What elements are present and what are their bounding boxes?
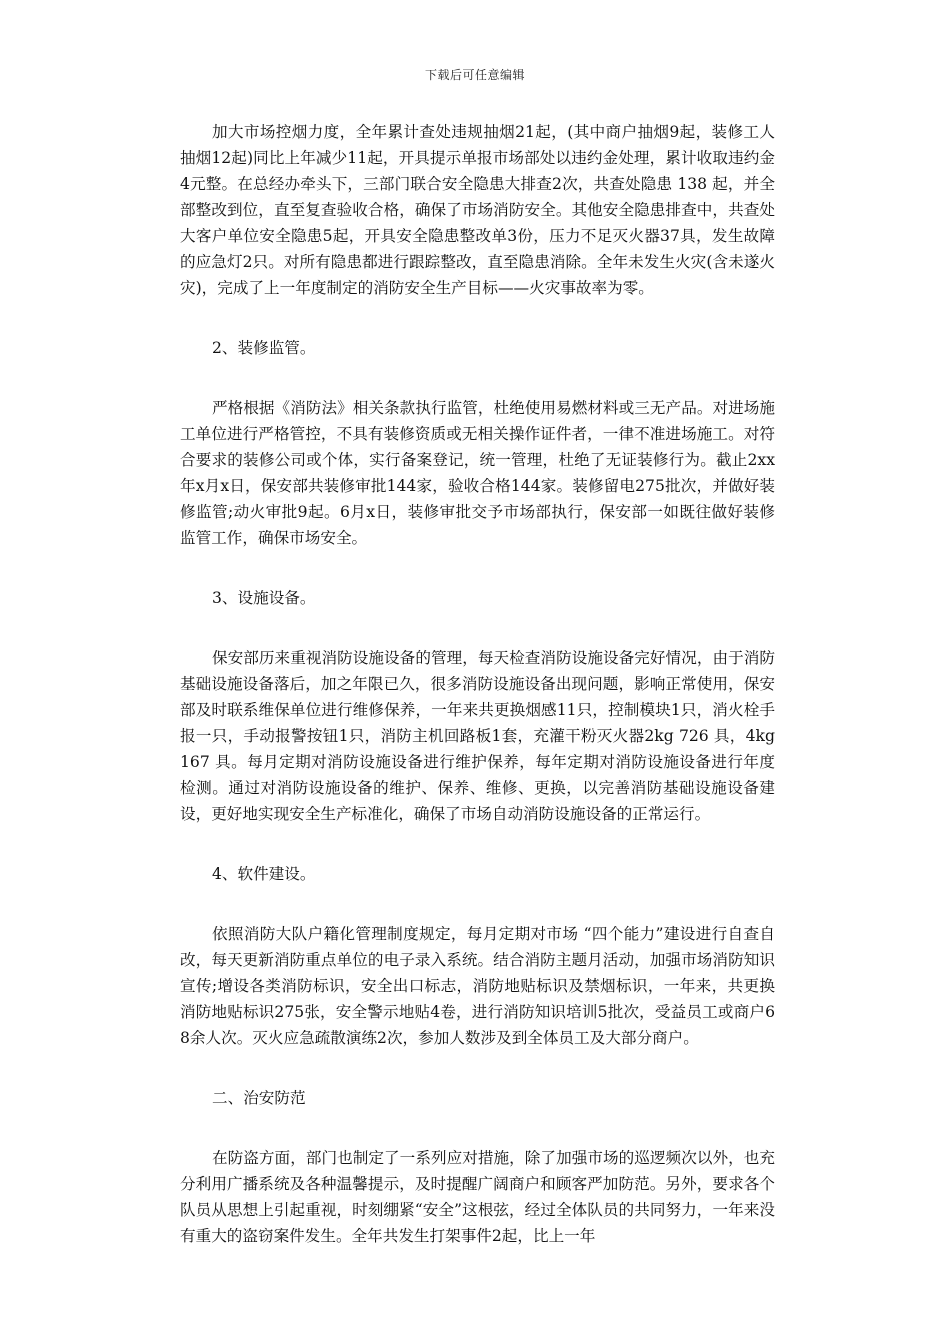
paragraph-software-construction: 依照消防大队户籍化管理制度规定，每月定期对市场 “四个能力”建设进行自查自改，每天更新消防重点单位的电子录入系统。结合消防主题月活动，加强市场消防知识宣传;增设各类消防标识，安全出口标志，消防地贴标识及禁烟标识，一年来，共更换消防地贴标识275张，安全警示地贴4卷，进行消防知识培训5批次，受益员工或商户68余人次。灭火应急疏散演练2次，参加人数涉及到全体员工及大部分商户。 xyxy=(180,925,775,1047)
paragraph-smoking-control: 加大市场控烟力度，全年累计查处违规抽烟21起，(其中商户抽烟9起，装修工人抽烟12起)同比上年减少11起，开具提示单报市场部处以违约金处理，累计收取违约金4元整。在总经办牵头下，三部门联合安全隐患大排查2次，共查处隐患 138 起，并全部整改到位，直至复查验收合格，确保了市场消防安全。其他安全隐患排查中，共查处大客户单位安全隐患5起，开具安全隐患整改单3份，压力不足灭火器37具，发生故障的应急灯2只。对所有隐患都进行跟踪整改，直至隐患消除。全年未发生火灾(含未遂火灾)，完成了上一年度制定的消防安全生产目标——火灾事故率为零。 xyxy=(180,123,775,297)
heading-software-construction: 4、软件建设。 xyxy=(212,865,316,883)
paragraph-facilities-equipment: 保安部历来重视消防设施设备的管理，每天检查消防设施设备完好情况，由于消防基础设施设备落后，加之年限已久，很多消防设施设备出现问题，影响正常使用，保安部及时联系维保单位进行维修保养，一年来共更换烟感11只，控制模块1只，消火栓手报一只，手动报警按钮1只，消防主机回路板1套，充灌干粉灭火器2kg 726 具，4kg 167 具。每月定期对消防设施设备进行维护保养，每年定期对消防设施设备进行年度检测。通过对消防设施设备的维护、保养、维修、更换，以完善消防基础设施设备建设，更好地实现安全生产标准化，确保了市场自动消防设施设备的正常运行。 xyxy=(180,649,775,823)
heading-facilities-equipment: 3、设施设备。 xyxy=(212,589,316,607)
heading-public-security: 二、治安防范 xyxy=(212,1089,306,1107)
paragraph-public-security: 在防盗方面，部门也制定了一系列应对措施，除了加强市场的巡逻频次以外，也充分利用广播系统及各种温馨提示，及时提醒广阔商户和顾客严加防范。另外，要求各个队员从思想上引起重视，时刻绷紧“安全”这根弦，经过全体队员的共同努力，一年来没有重大的盗窃案件发生。全年共发生打架事件2起，比上一年 xyxy=(180,1149,775,1245)
header-note: 下载后可任意编辑 xyxy=(424,68,525,82)
paragraph-renovation-supervision: 严格根据《消防法》相关条款执行监管，杜绝使用易燃材料或三无产品。对进场施工单位进行严格管控，不具有装修资质或无相关操作证件者，一律不准进场施工。对符合要求的装修公司或个体，实行备案登记，统一管理，杜绝了无证装修行为。截止2xx年x月x日，保安部共装修审批144家，验收合格144家。装修留电275批次，并做好装修监管;动火审批9起。6月x日，装修审批交予市场部执行，保安部一如既往做好装修监管工作，确保市场安全。 xyxy=(180,399,775,547)
document-body xyxy=(180,119,775,1249)
heading-renovation-supervision: 2、装修监管。 xyxy=(212,339,316,357)
